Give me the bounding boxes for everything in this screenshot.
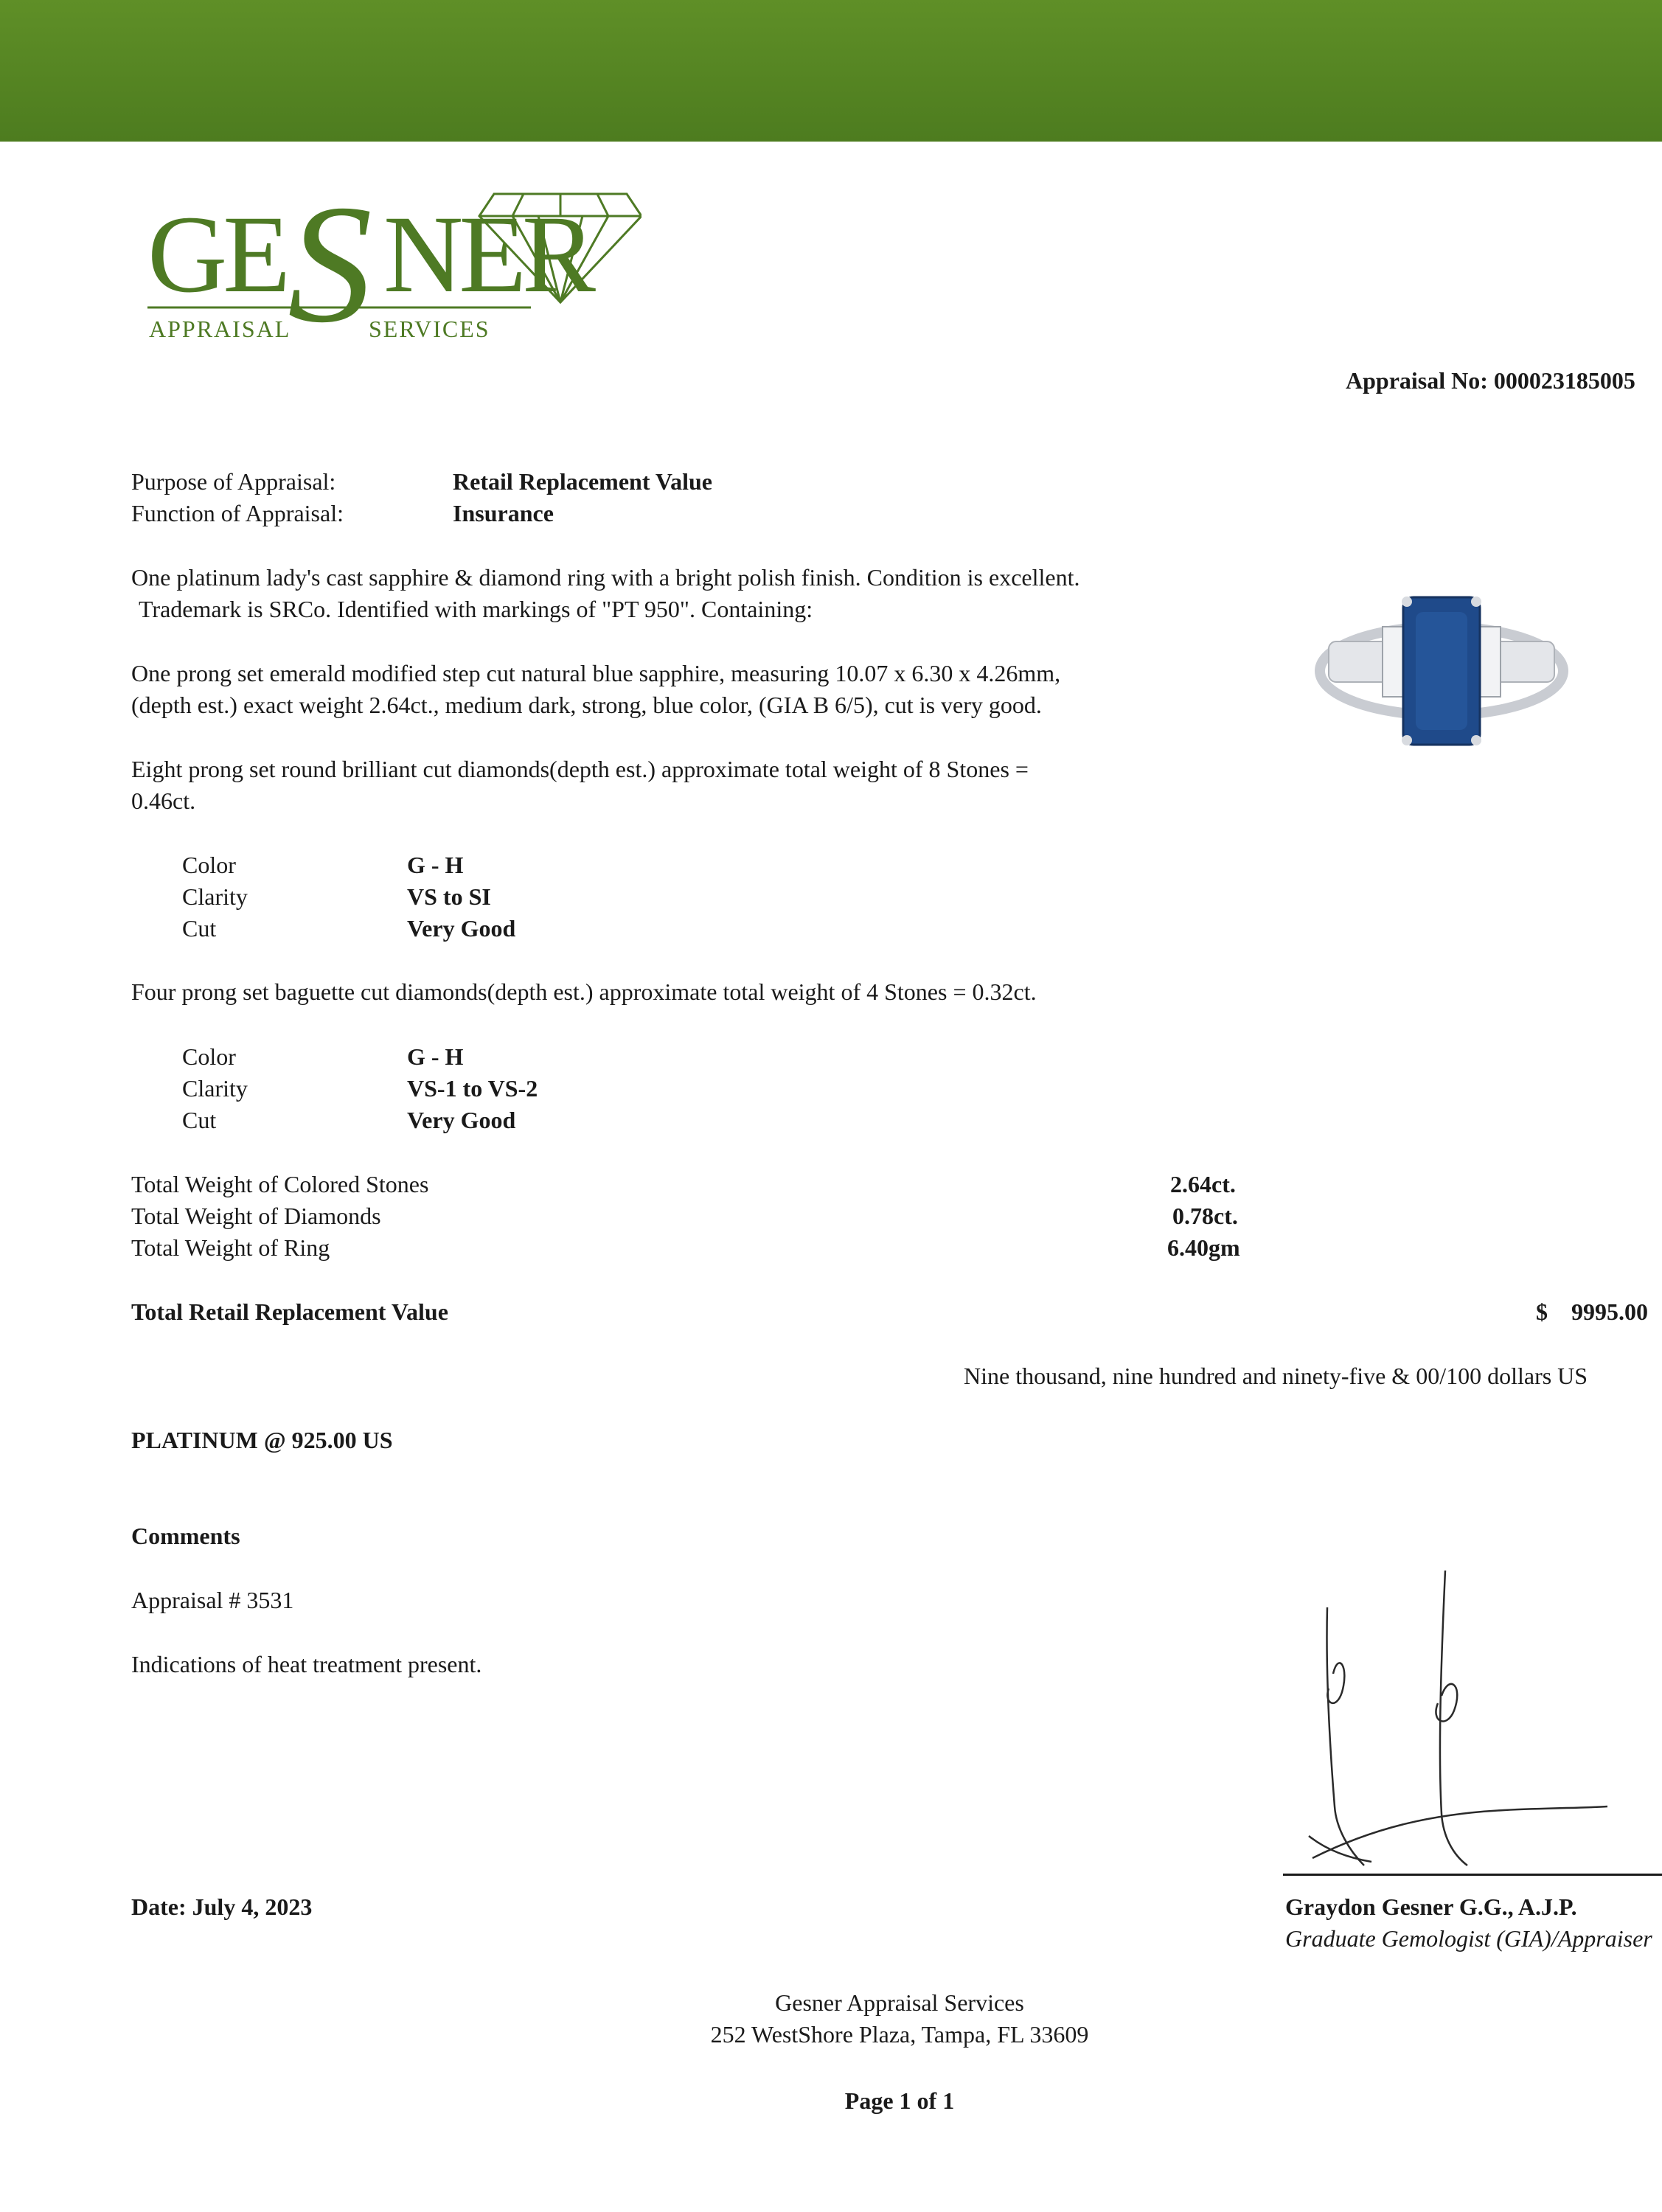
total-diamonds-value: 0.78ct. — [1172, 1203, 1238, 1229]
round-clarity-label: Clarity — [182, 883, 248, 910]
logo-sub-right: SERVICES — [369, 316, 490, 342]
total-ring-label: Total Weight of Ring — [131, 1234, 330, 1261]
total-colored-stones-label: Total Weight of Colored Stones — [131, 1171, 429, 1197]
signer-name: Graydon Gesner G.G., A.J.P. — [1285, 1893, 1577, 1920]
round-color-value: G - H — [407, 852, 464, 878]
svg-text:S: S — [288, 181, 372, 358]
logo-sub-left: APPRAISAL — [149, 316, 291, 342]
retail-value-label: Total Retail Replacement Value — [131, 1298, 448, 1325]
description-line-2: Trademark is SRCo. Identified with markings of "PT 950". Containing: — [139, 596, 813, 622]
baguette-clarity-value: VS-1 to VS-2 — [407, 1075, 538, 1102]
ring-photo — [1312, 590, 1571, 767]
round-clarity-value: VS to SI — [407, 883, 491, 910]
function-label: Function of Appraisal: — [131, 500, 344, 526]
purpose-label: Purpose of Appraisal: — [131, 468, 336, 495]
svg-text:GE: GE — [147, 193, 286, 316]
sapphire-line-2: (depth est.) exact weight 2.64ct., medium dark, strong, blue color, (GIA B 6/5), cut is very good. — [131, 692, 1042, 718]
footer-address: 252 WestShore Plaza, Tampa, FL 33609 — [710, 2021, 1089, 2048]
retail-amount: 9995.00 — [1571, 1298, 1648, 1325]
platinum-price: PLATINUM @ 925.00 US — [131, 1427, 393, 1453]
description-line-1: One platinum lady's cast sapphire & diamond ring with a bright polish finish. Condition is excellent. — [131, 564, 1080, 591]
purpose-value: Retail Replacement Value — [453, 468, 712, 495]
comment-appraisal-number: Appraisal # 3531 — [131, 1587, 294, 1613]
comments-heading: Comments — [131, 1523, 240, 1549]
page-number: Page 1 of 1 — [844, 2087, 955, 2114]
total-colored-stones-value: 2.64ct. — [1170, 1171, 1236, 1197]
baguette-color-value: G - H — [407, 1043, 464, 1070]
appraisal-date: Date: July 4, 2023 — [131, 1893, 313, 1920]
comment-heat-treatment: Indications of heat treatment present. — [131, 1651, 482, 1677]
signature-line — [1283, 1874, 1662, 1876]
gesner-logo — [140, 181, 641, 358]
signature — [1283, 1563, 1637, 1880]
signer-title: Graduate Gemologist (GIA)/Appraiser — [1285, 1925, 1652, 1952]
logo-graphic — [140, 181, 641, 358]
svg-text:NER: NER — [383, 193, 591, 316]
sapphire-line-1: One prong set emerald modified step cut natural blue sapphire, measuring 10.07 x 6.30 x 4.26mm, — [131, 660, 1061, 686]
footer-company: Gesner Appraisal Services — [775, 1989, 1024, 2016]
baguette-diamonds-line: Four prong set baguette cut diamonds(depth est.) approximate total weight of 4 Stones = 0.32ct. — [131, 978, 1037, 1005]
round-diamonds-line-2: 0.46ct. — [131, 787, 196, 814]
round-cut-value: Very Good — [407, 915, 516, 942]
appraisal-number: Appraisal No: 000023185005 — [1346, 367, 1635, 394]
total-ring-value: 6.40gm — [1167, 1234, 1240, 1261]
baguette-cut-value: Very Good — [407, 1107, 516, 1133]
round-diamonds-line-1: Eight prong set round brilliant cut diamonds(depth est.) approximate total weight of 8 Stones = — [131, 756, 1029, 782]
total-diamonds-label: Total Weight of Diamonds — [131, 1203, 381, 1229]
round-cut-label: Cut — [182, 915, 217, 942]
retail-currency: $ — [1536, 1298, 1548, 1325]
function-value: Insurance — [453, 500, 554, 526]
baguette-clarity-label: Clarity — [182, 1075, 248, 1102]
header-band — [0, 0, 1662, 142]
baguette-color-label: Color — [182, 1043, 236, 1070]
baguette-cut-label: Cut — [182, 1107, 217, 1133]
retail-amount-words: Nine thousand, nine hundred and ninety-five & 00/100 dollars US — [964, 1363, 1588, 1389]
round-color-label: Color — [182, 852, 236, 878]
